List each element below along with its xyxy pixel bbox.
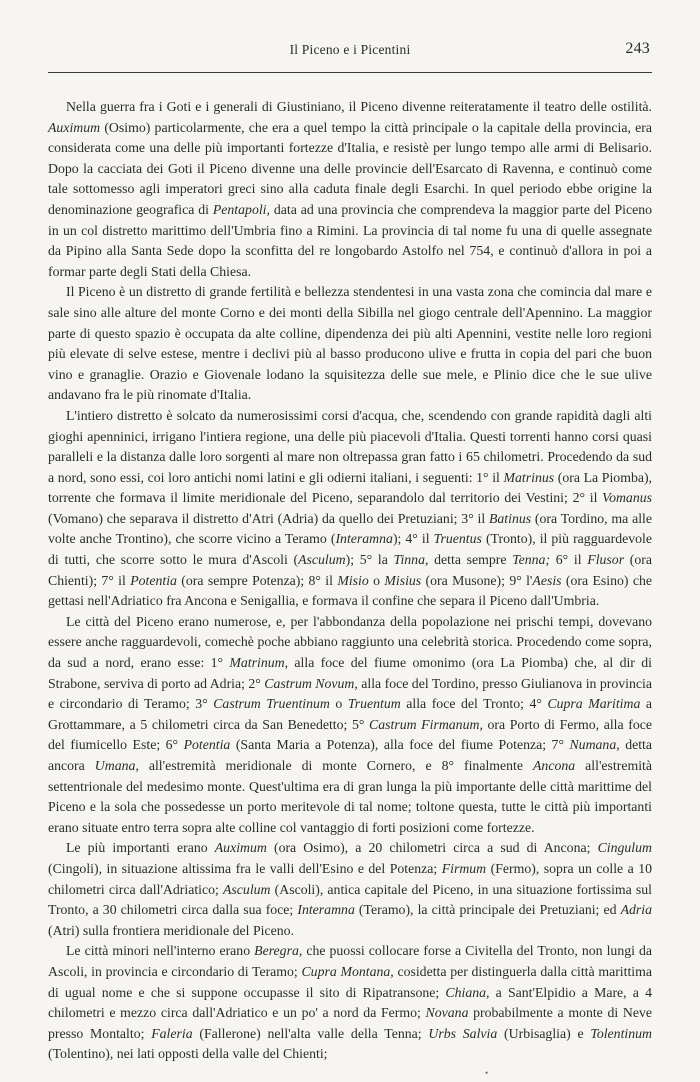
italic-term: Auximum <box>48 119 101 135</box>
italic-term: Firmum <box>441 860 487 876</box>
text-run: (Ascoli), antica capitale del Piceno, in una situazione fortissima sul Tronto, a 30 chilometri circa dalla sua foce; <box>48 881 652 918</box>
italic-term: Truentus <box>433 531 482 547</box>
text-run: alla foce del Tronto; 4° <box>400 696 548 712</box>
text-run: ora Porto di Fermo, alla foce del fiumicello Este; 6° <box>48 716 652 753</box>
italic-term: Adria <box>620 902 652 918</box>
text-run: (Tronto), il più ragguardevole di tutti, che scorre sotto le mura d'Ascoli ( <box>48 531 652 568</box>
text-run: Nella guerra fra i Goti e i generali di Giustiniano, il Piceno divenne reiteratamente il teatro delle ostilità. <box>66 99 652 114</box>
text-run: (ora Musone); 9° l' <box>421 572 533 588</box>
italic-term: Tenna; <box>512 552 551 568</box>
text-run: a Sant'Elpidio a Mare, a 4 chilometri e mezzo circa dall'Adriatico e un po' a nord da Fermo; <box>48 984 652 1021</box>
italic-term: Asculum <box>298 552 346 568</box>
italic-term: Tolentinum <box>590 1025 652 1041</box>
text-run: Le città minori nell'interno erano <box>66 943 255 959</box>
text-run: cosidetta per distinguerla dalla città marittima di ugual nome e che si suppone occupasse il sito di Ripatransone; <box>48 963 652 1000</box>
text-run: (ora Tordino, ma alle volte anche Trontino), che scorre vicino a Teramo ( <box>48 510 652 547</box>
italic-term: Numana, <box>569 737 620 753</box>
text-run: Le più importanti erano <box>66 840 215 856</box>
italic-term: Potentia <box>130 572 177 588</box>
italic-term: Umana, <box>94 758 139 773</box>
italic-term: Castrum Firmanum, <box>369 716 483 732</box>
text-run: o <box>329 696 348 712</box>
text-run: (Tolentino), nei lati opposti della valle del Chienti; <box>48 1046 328 1062</box>
text-run: ); 5° la <box>345 552 394 568</box>
text-run: (ora Osimo), a 20 chilometri circa a sud di Ancona; <box>266 840 598 856</box>
text-run: (Cingoli), in situazione altissima fra le valli dell'Esino e del Potenza; <box>48 860 442 876</box>
italic-term: Truentum <box>347 696 401 712</box>
running-head <box>48 40 652 64</box>
italic-term: Misius <box>384 572 422 588</box>
italic-term: Novana <box>425 1005 469 1021</box>
page-title: Il Piceno e i Picentini <box>289 42 411 57</box>
text-run: detta ancora <box>48 737 652 773</box>
italic-term: Pentapoli, <box>212 201 270 217</box>
paragraph <box>48 97 652 282</box>
italic-term: Vomanus <box>602 490 652 506</box>
text-run: (Fallerone) nell'alta valle della Tenna; <box>192 1025 429 1041</box>
text-run: Il Piceno è un distretto di grande fertilità e bellezza stendentesi in una vasta zona che comincia dal mare e sale sino alle alture del monte Corno e dei monti della Sibilla nel giogo centrale dell'Apennino. La maggior parte di questo spazio è occupata da alte colline, dipendenza dei più alti Apennini, vestite nelle loro regioni più elevate di selve estese, mentre i declivi più al basso producono ulive e frutta in copia del pari che buon vino e granaglie. Orazio e Giovenale lodano la squisitezza delle sue mele, e Plinio dice che le sue ulive andavano fra le più rinomate d'Italia. <box>48 284 652 403</box>
page <box>48 40 652 1065</box>
text-run: (Santa Maria a Potenza), alla foce del fiume Potenza; 7° <box>230 737 570 753</box>
italic-term: Faleria <box>151 1025 193 1041</box>
text-run: (ora sempre Potenza); 8° il <box>176 572 338 588</box>
text-run: che puossi collocare forse a Civitella del Tronto, non lungi da Ascoli, in provincia e circondario di Teramo; <box>48 943 653 979</box>
page-number: 243 <box>625 40 650 57</box>
text-run: alla foce del Tordino, presso Giulianova in provincia e circondario di Teramo; 3° <box>48 675 652 712</box>
text-run: Le città del Piceno erano numerose, e, per l'abbondanza della popolazione nei prischi tempi, dovevano essere anche ragguardevoli, comechè poche abbiano raggiunto una celebrità storica. Procedendo come sopra, da sud a nord, erano esse: 1° <box>48 613 652 671</box>
text-run: detta sempre <box>428 552 513 568</box>
text-run: data ad una provincia che comprendeva la maggior parte del Piceno in un col distretto marittimo dell'Umbria fino a Rimini. La provincia di tal nome fu una di quelle assegnate da Pipino alla Santa Sede dopo la sconfitta del re longobardo Astolfo nel 754, e continuò d'allora in poi a formar parte degli Stati della Chiesa. <box>48 201 652 279</box>
italic-term: Asculum <box>223 881 271 897</box>
italic-term: Matrinum, <box>229 655 289 671</box>
text-run: alla foce del fiume omonimo (ora La Piomba) che, al dir di Strabone, serviva di porto ad Adria; 2° <box>48 655 652 691</box>
text-run: (Atri) sulla frontiera meridionale del Piceno. <box>48 922 294 938</box>
text-run: a Grottammare, a 5 chilometri circa da San Benedetto; 5° <box>48 696 653 732</box>
italic-term: Aesis <box>532 572 562 588</box>
italic-term: Castrum Novum, <box>264 675 358 691</box>
italic-term: Beregra, <box>254 943 303 959</box>
text-run: (Teramo), la città principale dei Pretuziani; ed <box>354 902 621 918</box>
text-run: 6° il <box>550 552 588 568</box>
text-run: all'estremità meridionale di monte Cornero, e 8° finalmente <box>138 758 533 773</box>
italic-term: Potentia <box>183 737 231 753</box>
italic-term: Auximum <box>214 840 267 856</box>
italic-term: Castrum Truentinum <box>213 696 330 712</box>
text-run: (Osimo) particolarmente, che era a quel tempo la città principale o la capitale della provincia, era considerata come una delle più importanti fortezze d'Italia, e resistè per lungo tempo alle armi di Belisario. Dopo la cacciata dei Goti il Piceno divenne una delle provincie dell'Esarcato di Ravenna, e continuò come tale sottomesso agli imperatori greci sino alla caduta finale degli Esarchi. In quel periodo ebbe origine la denominazione geografica di <box>48 119 652 217</box>
italic-term: Batinus <box>488 510 532 526</box>
italic-term: Misio <box>337 572 369 588</box>
header-rule <box>48 72 652 73</box>
italic-term: Cingulum <box>597 840 652 856</box>
italic-term: Flusor <box>587 552 625 568</box>
paragraph <box>48 406 652 612</box>
text-run: (ora Esino) che gettasi nell'Adriatico fra Ancona e Senigallia, e formava il confine che separa il Piceno dall'Umbria. <box>48 572 652 609</box>
italic-term: Ancona <box>533 758 576 773</box>
italic-term: Cupra Maritima <box>547 696 641 712</box>
text-run: (Fermo), sopra un colle a 10 chilometri circa dall'Adriatico; <box>48 860 652 897</box>
italic-term: Tinna, <box>393 552 429 568</box>
paragraph <box>48 838 652 941</box>
italic-term: Matrinus <box>503 469 555 485</box>
italic-term: Interamna <box>335 531 393 547</box>
text-run: (Urbisaglia) e <box>497 1025 591 1041</box>
italic-term: Urbs Salvia <box>428 1025 498 1041</box>
body-text <box>48 97 652 1065</box>
paragraph <box>48 941 652 1065</box>
text-run: (ora Chienti); 7° il <box>48 552 652 588</box>
footer-mark: • <box>485 1068 489 1078</box>
text-run: all'estremità settentrionale del medesimo monte. Quest'ultima era di gran lunga la più importante delle città marittime del Piceno e la sola che possedesse un porto meritevole di tal nome; toltone questa, tutte le città più importanti erano situate entro terra sopra alte colline col vantaggio di forti posizioni come fortezze. <box>48 758 652 835</box>
text-run: L'intiero distretto è solcato da numerosissimi corsi d'acqua, che, scendendo con grande rapidità dagli alti gioghi apenninici, irrigano l'intiera regione, una delle più piacevoli d'Italia. Questi torrenti hanno corsi quasi paralleli e la distanza dalle loro sorgenti al mare non oltrepassa gran fatto i 65 chilometri. Procedendo da sud a nord, sono essi, coi loro antichi nomi latini e gli odierni italiani, i seguenti: 1° il <box>48 407 652 485</box>
text-run: ); 4° il <box>392 531 434 547</box>
text-run: (Vomano) che separava il distretto d'Atri (Adria) da quello dei Pretuziani; 3° il <box>48 510 489 526</box>
italic-term: Interamna <box>297 902 355 918</box>
text-run: o <box>368 572 385 588</box>
paragraph <box>48 612 652 839</box>
italic-term: Cupra Montana, <box>301 963 394 979</box>
text-run: (ora La Piomba), torrente che formava il limite meridionale del Piceno, separandolo dal territorio dei Vestini; 2° il <box>48 469 653 506</box>
italic-term: Chiana, <box>445 984 490 1000</box>
text-run: probabilmente a monte di Neve presso Montalto; <box>48 1005 652 1041</box>
paragraph <box>48 282 652 406</box>
